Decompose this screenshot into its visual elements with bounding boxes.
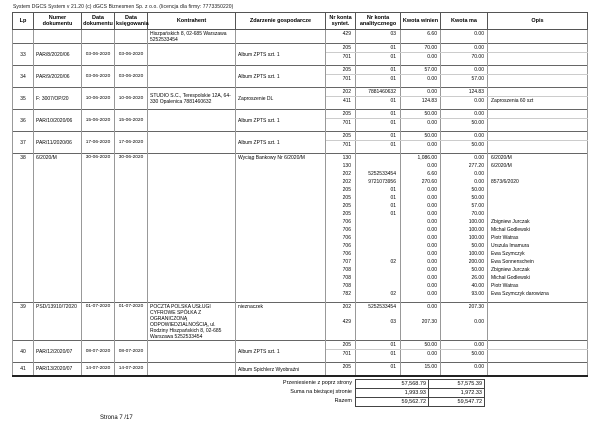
- cell-nr-konta-analitycznego: 01: [356, 194, 401, 202]
- cell-kwota-winien: 0.00: [401, 194, 441, 202]
- cell-nr-konta-analitycznego: 01: [356, 186, 401, 194]
- cell-nr-konta-syntet: 706: [326, 226, 356, 234]
- cell-kontrahent: [148, 132, 236, 154]
- cell-kwota-ma: 26.00: [441, 274, 488, 282]
- cell-zdarzenie-gospodarcze: Album ZPTS szt. 1: [236, 110, 326, 132]
- cell-nr-konta-analitycznego: [356, 234, 401, 242]
- cell-nr-konta-syntet: 205: [326, 210, 356, 218]
- cell-nr-konta-syntet: 706: [326, 250, 356, 258]
- cell-kwota-ma: 0.00: [441, 110, 488, 119]
- cell-kwota-winien: 0.00: [401, 258, 441, 266]
- cell-data-ksiegowania: [115, 30, 148, 44]
- cell-kwota-winien: 0.00: [401, 242, 441, 250]
- cell-numer-dokumentu: F: 3007/OP/20: [34, 88, 82, 110]
- cell-nr-konta-analitycznego: 01: [356, 202, 401, 210]
- cell-nr-konta-analitycznego: 5252533454: [356, 303, 401, 318]
- cell-nr-konta-syntet: 706: [326, 242, 356, 250]
- cell-kwota-ma: 57.00: [441, 75, 488, 88]
- cell-zdarzenie-gospodarcze: Album Spichlerz Wyobraźni: [236, 363, 326, 377]
- cell-opis: Zbigniew Jurczak: [488, 218, 588, 226]
- cell-numer-dokumentu: PAR/12/2020/07: [34, 341, 82, 363]
- cell-nr-konta-syntet: 707: [326, 258, 356, 266]
- cell-nr-konta-syntet: 782: [326, 290, 356, 303]
- cell-opis: [488, 141, 588, 154]
- cell-nr-konta-analitycznego: [356, 154, 401, 163]
- cell-nr-konta-analitycznego: [356, 274, 401, 282]
- cell-kontrahent: [148, 66, 236, 88]
- cell-nr-konta-analitycznego: 01: [356, 210, 401, 218]
- cell-nr-konta-syntet: 706: [326, 218, 356, 226]
- cell-lp: 38: [13, 154, 34, 303]
- cell-nr-konta-analitycznego: 9721073956: [356, 178, 401, 186]
- cell-nr-konta-analitycznego: [356, 226, 401, 234]
- cell-nr-konta-syntet: 202: [326, 88, 356, 97]
- cell-kwota-ma: 0.00: [441, 30, 488, 43]
- cell-kwota-winien: 0.00: [401, 218, 441, 226]
- cell-kwota-ma: 57.00: [441, 202, 488, 210]
- header-data-dokumentu: Data dokumentu: [82, 13, 115, 30]
- cell-kwota-winien: 0.00: [401, 226, 441, 234]
- summary-ma-value: 57,575.39: [428, 379, 485, 389]
- cell-nr-konta-syntet: 202: [326, 170, 356, 178]
- summary-label: Razem: [334, 398, 352, 404]
- cell-kwota-ma: 0.00: [441, 178, 488, 186]
- cell-nr-konta-analitycznego: 01: [356, 44, 401, 53]
- cell-data-dokumentu: 03-06-2020: [82, 66, 115, 88]
- cell-kwota-ma: 93.00: [441, 290, 488, 303]
- cell-opis: 8573/6/2020: [488, 178, 588, 186]
- totals-summary: [0, 380, 485, 407]
- cell-kwota-ma: 0.00: [441, 44, 488, 53]
- cell-nr-konta-analitycznego: 01: [356, 141, 401, 154]
- cell-nr-konta-syntet: 701: [326, 350, 356, 363]
- cell-kwota-ma: 0.00: [441, 132, 488, 141]
- cell-nr-konta-analitycznego: 01: [356, 350, 401, 363]
- cell-kontrahent: [148, 341, 236, 363]
- summary-winien-value: 59,562.72: [355, 397, 429, 407]
- cell-nr-konta-syntet: 701: [326, 53, 356, 66]
- cell-data-ksiegowania: 30-06-2020: [115, 154, 148, 303]
- cell-kontrahent: [148, 363, 236, 377]
- cell-opis: Ewa Sonnenschein: [488, 258, 588, 266]
- cell-kwota-winien: 57.00: [401, 66, 441, 75]
- cell-lp: 36: [13, 110, 34, 132]
- summary-label: Suma na bieżącej stronie: [290, 389, 352, 395]
- cell-data-dokumentu: 14-07-2020: [82, 363, 115, 377]
- system-version-line: System DGCS System v 21.20 (c) dGCS Biznesmen Sp. z o.o. (licencja dla firmy: 7773350220): [13, 4, 234, 10]
- cell-nr-konta-analitycznego: 01: [356, 363, 401, 377]
- cell-nr-konta-analitycznego: 01: [356, 341, 401, 350]
- cell-kontrahent: [148, 154, 236, 303]
- cell-kwota-ma: 277.20: [441, 162, 488, 170]
- ledger-line: [13, 363, 588, 377]
- cell-nr-konta-syntet: 429: [326, 30, 356, 43]
- cell-kwota-winien: 6.60: [401, 30, 441, 43]
- cell-nr-konta-syntet: 701: [326, 119, 356, 132]
- cell-numer-dokumentu: 6/2020/M: [34, 154, 82, 303]
- cell-nr-konta-analitycznego: 01: [356, 132, 401, 141]
- cell-data-ksiegowania: 03-06-2020: [115, 44, 148, 66]
- cell-nr-konta-analitycznego: 01: [356, 75, 401, 88]
- cell-kontrahent: [148, 110, 236, 132]
- cell-nr-konta-analitycznego: 03: [356, 318, 401, 341]
- cell-data-ksiegowania: 15-06-2020: [115, 110, 148, 132]
- cell-data-dokumentu: 03-06-2020: [82, 44, 115, 66]
- cell-numer-dokumentu: PAR/13/2020/07: [34, 363, 82, 377]
- page-number: Strona 7 /17: [100, 415, 133, 421]
- cell-lp: 35: [13, 88, 34, 110]
- header-opis: Opis: [488, 13, 588, 30]
- cell-nr-konta-syntet: 205: [326, 202, 356, 210]
- cell-kwota-ma: 100.00: [441, 226, 488, 234]
- cell-data-dokumentu: [82, 30, 115, 44]
- cell-numer-dokumentu: PAR/9/2020/06: [34, 66, 82, 88]
- cell-opis: [488, 44, 588, 53]
- cell-nr-konta-syntet: 708: [326, 282, 356, 290]
- cell-opis: [488, 110, 588, 119]
- cell-kwota-winien: 0.00: [401, 266, 441, 274]
- cell-opis: Michał Godlewski: [488, 274, 588, 282]
- cell-zdarzenie-gospodarcze: Album ZPTS szt. 1: [236, 44, 326, 66]
- cell-opis: [488, 186, 588, 194]
- cell-data-dokumentu: 01-07-2020: [82, 303, 115, 341]
- cell-opis: Zaproszenia 60 szt: [488, 97, 588, 110]
- cell-opis: Zbigniew Jurczak: [488, 266, 588, 274]
- cell-kwota-winien: 0.00: [401, 234, 441, 242]
- cell-opis: [488, 170, 588, 178]
- cell-nr-konta-analitycznego: [356, 218, 401, 226]
- cell-kwota-winien: 70.00: [401, 44, 441, 53]
- cell-nr-konta-analitycznego: 01: [356, 119, 401, 132]
- cell-kwota-winien: 6.60: [401, 170, 441, 178]
- cell-lp: 39: [13, 303, 34, 341]
- cell-kwota-winien: 0.00: [401, 274, 441, 282]
- ledger-line: [13, 341, 588, 350]
- cell-nr-konta-analitycznego: 02: [356, 290, 401, 303]
- cell-opis: 6/2020/M: [488, 154, 588, 163]
- cell-nr-konta-syntet: 701: [326, 75, 356, 88]
- cell-data-dokumentu: 15-06-2020: [82, 110, 115, 132]
- cell-nr-konta-syntet: 429: [326, 318, 356, 341]
- cell-opis: [488, 66, 588, 75]
- cell-zdarzenie-gospodarcze: Album ZPTS szt. 1: [236, 132, 326, 154]
- cell-nr-konta-analitycznego: [356, 266, 401, 274]
- cell-data-ksiegowania: 14-07-2020: [115, 363, 148, 377]
- header-row: [13, 13, 588, 30]
- cell-kwota-ma: 50.00: [441, 242, 488, 250]
- cell-data-dokumentu: 30-06-2020: [82, 154, 115, 303]
- cell-opis: Piotr Watras: [488, 234, 588, 242]
- cell-opis: [488, 53, 588, 66]
- cell-kontrahent: POCZTA POLSKA USŁUGI CYFROWE SPÓŁKA Z OGRANICZONĄ ODPOWIEDZIALNOŚCIĄ, ul. Rodziny Hiszpańskich 8, 02-685 Warszawa 5252533454: [148, 303, 236, 341]
- header-nr-konta-analitycznego: Nr konta analitycznego: [356, 13, 401, 30]
- cell-nr-konta-analitycznego: 01: [356, 110, 401, 119]
- cell-nr-konta-syntet: 205: [326, 363, 356, 377]
- cell-nr-konta-syntet: 205: [326, 44, 356, 53]
- cell-nr-konta-syntet: 205: [326, 132, 356, 141]
- cell-kwota-ma: 50.00: [441, 141, 488, 154]
- cell-nr-konta-analitycznego: [356, 162, 401, 170]
- cell-data-dokumentu: 17-06-2020: [82, 132, 115, 154]
- cell-kwota-winien: 0.00: [401, 53, 441, 66]
- ledger-line: [13, 303, 588, 318]
- cell-nr-konta-analitycznego: [356, 250, 401, 258]
- cell-kwota-winien: 15.00: [401, 363, 441, 377]
- cell-kwota-winien: 50.00: [401, 341, 441, 350]
- cell-kwota-winien: 0.00: [401, 282, 441, 290]
- cell-kwota-winien: 0.00: [401, 141, 441, 154]
- cell-data-ksiegowania: 17-06-2020: [115, 132, 148, 154]
- cell-nr-konta-analitycznego: 02: [356, 258, 401, 266]
- ledger-line: [13, 66, 588, 75]
- summary-label: Przeniesienie z poprz strony: [282, 380, 352, 386]
- ledger-line: [13, 44, 588, 53]
- header-kontrahent: Kontrahent: [148, 13, 236, 30]
- ledger-table: [12, 12, 588, 377]
- cell-kwota-ma: 100.00: [441, 250, 488, 258]
- cell-nr-konta-syntet: 205: [326, 186, 356, 194]
- cell-opis: [488, 350, 588, 363]
- cell-kwota-ma: 50.00: [441, 194, 488, 202]
- cell-kwota-ma: 70.00: [441, 210, 488, 218]
- cell-kwota-ma: 0.00: [441, 170, 488, 178]
- cell-nr-konta-syntet: 205: [326, 110, 356, 119]
- cell-opis: [488, 119, 588, 132]
- header-numer-dokumentu: Numer dokumentu: [34, 13, 82, 30]
- cell-lp: 33: [13, 44, 34, 66]
- ledger-line: [13, 154, 588, 163]
- ledger-line: [13, 88, 588, 97]
- cell-opis: [488, 88, 588, 97]
- cell-opis: Piotr Watras: [488, 282, 588, 290]
- summary-winien-value: 1,993.93: [355, 388, 429, 398]
- cell-zdarzenie-gospodarcze: Album ZPTS szt. 1: [236, 341, 326, 363]
- cell-numer-dokumentu: [34, 30, 82, 44]
- cell-nr-konta-analitycznego: 5252533454: [356, 170, 401, 178]
- cell-kwota-ma: 0.00: [441, 318, 488, 341]
- cell-opis: Urszula Imamura: [488, 242, 588, 250]
- summary-winien-value: 57,568.79: [355, 379, 429, 389]
- cell-nr-konta-analitycznego: [356, 282, 401, 290]
- cell-data-dokumentu: 08-07-2020: [82, 341, 115, 363]
- cell-kwota-winien: 0.00: [401, 75, 441, 88]
- cell-data-ksiegowania: 10-06-2020: [115, 88, 148, 110]
- cell-nr-konta-syntet: 205: [326, 66, 356, 75]
- cell-kwota-ma: 50.00: [441, 266, 488, 274]
- cell-opis: 6/2020/M: [488, 162, 588, 170]
- cell-nr-konta-syntet: 205: [326, 341, 356, 350]
- cell-data-ksiegowania: 08-07-2020: [115, 341, 148, 363]
- cell-kwota-ma: 207.30: [441, 303, 488, 318]
- cell-opis: [488, 194, 588, 202]
- cell-kwota-winien: 270.60: [401, 178, 441, 186]
- cell-lp: [13, 30, 34, 44]
- cell-nr-konta-syntet: 706: [326, 234, 356, 242]
- cell-numer-dokumentu: PSD/13910/72020: [34, 303, 82, 341]
- cell-kwota-winien: 124.83: [401, 97, 441, 110]
- cell-nr-konta-syntet: 130: [326, 162, 356, 170]
- cell-kwota-ma: 70.00: [441, 53, 488, 66]
- cell-nr-konta-syntet: 708: [326, 274, 356, 282]
- ledger-line: [13, 132, 588, 141]
- header-zdarzenie-gospodarcze: Zdarzenie gospodarcze: [236, 13, 326, 30]
- header-lp: Lp: [13, 13, 34, 30]
- cell-opis: [488, 202, 588, 210]
- cell-zdarzenie-gospodarcze: nieznaczek: [236, 303, 326, 341]
- cell-kwota-winien: 0.00: [401, 119, 441, 132]
- cell-kwota-winien: 1,086.00: [401, 154, 441, 163]
- cell-kwota-ma: 100.00: [441, 234, 488, 242]
- cell-kwota-ma: 50.00: [441, 119, 488, 132]
- cell-kwota-winien: 0.00: [401, 210, 441, 218]
- summary-ma-value: 59,547.72: [428, 397, 485, 407]
- cell-zdarzenie-gospodarcze: Wyciąg Bankowy Nr 6/2020/M: [236, 154, 326, 303]
- cell-kwota-ma: 200.00: [441, 258, 488, 266]
- cell-kwota-winien: 0.00: [401, 162, 441, 170]
- cell-kwota-ma: 0.00: [441, 341, 488, 350]
- cell-kwota-winien: 0.00: [401, 88, 441, 97]
- cell-lp: 40: [13, 341, 34, 363]
- cell-kwota-winien: 50.00: [401, 110, 441, 119]
- cell-kwota-winien: 0.00: [401, 290, 441, 303]
- cell-opis: [488, 210, 588, 218]
- cell-numer-dokumentu: PAR/11/2020/06: [34, 132, 82, 154]
- cell-kwota-winien: 0.00: [401, 303, 441, 318]
- cell-nr-konta-syntet: 202: [326, 303, 356, 318]
- cell-zdarzenie-gospodarcze: Album ZPTS szt. 1: [236, 66, 326, 88]
- cell-kwota-ma: 50.00: [441, 350, 488, 363]
- cell-opis: [488, 303, 588, 318]
- cell-lp: 41: [13, 363, 34, 377]
- cell-opis: Ewa Szymczyk: [488, 250, 588, 258]
- cell-nr-konta-syntet: 130: [326, 154, 356, 163]
- cell-opis: [488, 132, 588, 141]
- cell-kwota-ma: 0.00: [441, 97, 488, 110]
- ledger-line: [13, 110, 588, 119]
- cell-opis: Ewa Szymczyk darowizna: [488, 290, 588, 303]
- cell-opis: [488, 363, 588, 377]
- cell-data-ksiegowania: 03-06-2020: [115, 66, 148, 88]
- cell-nr-konta-syntet: 205: [326, 194, 356, 202]
- cell-nr-konta-analitycznego: 7881460632: [356, 88, 401, 97]
- cell-kwota-ma: 124.83: [441, 88, 488, 97]
- cell-kwota-ma: 50.00: [441, 186, 488, 194]
- cell-opis: [488, 75, 588, 88]
- header-data-ksiegowania: Data księgowania: [115, 13, 148, 30]
- cell-numer-dokumentu: PAR/8/2020/06: [34, 44, 82, 66]
- cell-kwota-winien: 0.00: [401, 350, 441, 363]
- cell-kontrahent: Hiszpańskich 8, 02-685 Warszawa 5252533454: [148, 30, 236, 44]
- cell-nr-konta-analitycznego: 01: [356, 66, 401, 75]
- cell-kontrahent: STUDIO S.C., Terespolskie 12A, 64-330 Opalenica 7881460632: [148, 88, 236, 110]
- cell-nr-konta-analitycznego: 01: [356, 97, 401, 110]
- header-kwota-winien: Kwota winien: [401, 13, 441, 30]
- cell-kontrahent: [148, 44, 236, 66]
- cell-lp: 34: [13, 66, 34, 88]
- cell-nr-konta-analitycznego: 03: [356, 30, 401, 43]
- cell-zdarzenie-gospodarcze: [236, 30, 326, 44]
- cell-lp: 37: [13, 132, 34, 154]
- cell-opis: [488, 318, 588, 341]
- cell-opis: [488, 30, 588, 43]
- cell-nr-konta-analitycznego: [356, 242, 401, 250]
- cell-zdarzenie-gospodarcze: Zaproszenie DL: [236, 88, 326, 110]
- cell-opis: [488, 341, 588, 350]
- cell-numer-dokumentu: PAR/10/2020/06: [34, 110, 82, 132]
- cell-data-ksiegowania: 01-07-2020: [115, 303, 148, 341]
- cell-opis: Michał Godlewski: [488, 226, 588, 234]
- cell-data-dokumentu: 10-06-2020: [82, 88, 115, 110]
- header-kwota-ma: Kwota ma: [441, 13, 488, 30]
- cell-kwota-winien: 0.00: [401, 186, 441, 194]
- cell-kwota-winien: 0.00: [401, 202, 441, 210]
- cell-kwota-winien: 50.00: [401, 132, 441, 141]
- cell-kwota-winien: 0.00: [401, 250, 441, 258]
- cell-kwota-ma: 100.00: [441, 218, 488, 226]
- cell-kwota-ma: 40.00: [441, 282, 488, 290]
- cell-kwota-ma: 0.00: [441, 66, 488, 75]
- cell-nr-konta-syntet: 202: [326, 178, 356, 186]
- cell-nr-konta-syntet: 708: [326, 266, 356, 274]
- cell-nr-konta-syntet: 411: [326, 97, 356, 110]
- header-nr-konta-syntet: Nr konta syntet.: [326, 13, 356, 30]
- cell-kwota-ma: 0.00: [441, 154, 488, 163]
- summary-row-razem: [335, 397, 485, 407]
- cell-nr-konta-syntet: 701: [326, 141, 356, 154]
- cell-kwota-ma: 0.00: [441, 363, 488, 377]
- cell-kwota-winien: 207.30: [401, 318, 441, 341]
- summary-ma-value: 1,972.33: [428, 388, 485, 398]
- cell-nr-konta-analitycznego: 01: [356, 53, 401, 66]
